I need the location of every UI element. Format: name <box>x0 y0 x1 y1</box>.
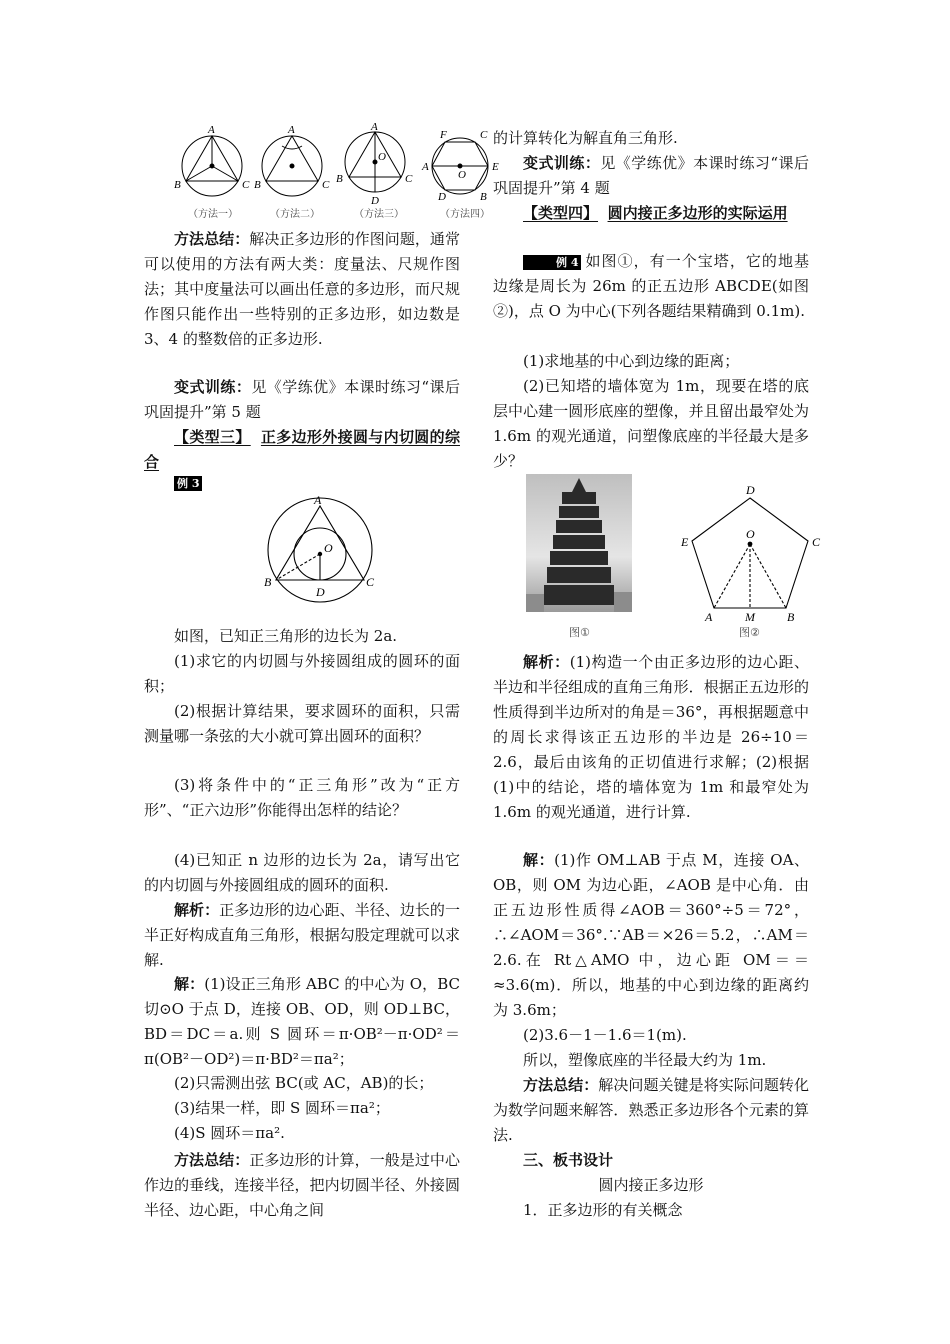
svg-text:C: C <box>405 173 413 185</box>
svg-text:E: E <box>492 161 499 173</box>
svg-text:C: C <box>366 575 375 589</box>
svg-text:D: D <box>746 483 755 497</box>
caption-method-2: （方法二） <box>270 209 320 220</box>
ex4-analysis: 解析：(1)构造一个由正多边形的边心距、半边和半径组成的直角三角形．根据正五边形的性质得到半边所对的角是＝36°，再根据题意中的周长求得该正五边形的半边是 26÷10＝2.6，最后由该角的正切值进行求解；(2)根据(1)中的结论，塔的墙体宽为 1m 和最窄处为 1.6m 的观光通道，进行计算. <box>493 653 809 821</box>
svg-text:D: D <box>438 191 446 203</box>
svg-text:E: E <box>681 535 689 549</box>
ex3-solution-3: (3)结果一样，即 S 圆环＝πa²； <box>174 1099 390 1117</box>
example-3-badge: 例 3 <box>174 470 490 495</box>
ex4-q1: (1)求地基的中心到边缘的距离； <box>523 352 740 370</box>
caption-method-3: （方法三） <box>354 209 404 220</box>
svg-text:C: C <box>322 179 330 191</box>
continued-line: 的计算转化为解直角三角形. <box>493 129 678 147</box>
svg-text:A: A <box>314 493 322 507</box>
method-figure-4 <box>432 138 488 194</box>
fig1-caption: 图① <box>569 626 590 639</box>
ex4-solution-1: 解：(1)作 OM⊥AB 于点 M，连接 OA、OB，则 OM 为边心距，∠AOB 是中心角．由正五边形性质得∠AOB＝360°÷5＝72°，∴∠AOM＝36°.∵AB＝×26＝5.2，∴AM＝2.6.在 Rt△AMO 中，边心距 OM＝＝≈3.6(m)．所以，地基的中心到边缘的距离约为 3.6m； <box>493 851 809 1019</box>
svg-text:C: C <box>480 129 488 141</box>
svg-text:O: O <box>378 151 386 163</box>
svg-text:C: C <box>812 535 821 549</box>
svg-text:O: O <box>746 527 755 541</box>
type3-heading: 【类型三】 正多边形外接圆与内切圆的综合 <box>144 428 460 471</box>
ex3-q4: (4)已知正 n 边形的边长为 2a，请写出它的内切圆与外接圆组成的圆环的面积. <box>144 851 460 894</box>
section-3-heading: 三、板书设计 <box>523 1151 614 1169</box>
ex4-solution-2: (2)3.6－1－1.6＝1(m). <box>523 1026 687 1044</box>
svg-text:O: O <box>324 541 333 555</box>
svg-text:B: B <box>787 610 795 624</box>
ex3-analysis: 解析：正多边形的边心距、半径、边长的一半正好构成直角三角形，根据勾股定理就可以求解. <box>144 901 460 969</box>
caption-method-4: （方法四） <box>440 209 490 220</box>
svg-text:D: D <box>316 585 325 599</box>
ex4-q2: (2)已知塔的墙体宽为 1m，现要在塔的底层中心建一圆形底座的塑像，并且留出最窄处为 1.6m 的观光通道，问塑像底座的半径最大是多少？ <box>493 377 809 470</box>
method-summary-2: 方法总结：正多边形的计算，一般是过中心作边的垂线，连接半径，把内切圆半径、外接圆半径、边心距，中心角之间 <box>144 1151 460 1219</box>
ex3-solution-1: 解：(1)设正三角形 ABC 的中心为 O，BC 切⊙O 于点 D，连接 OB、OD，则 OD⊥BC，BD＝DC＝a.则 S 圆环＝π·OB²－π·OD²＝π(OB²－OD²)＝π·BD²＝πa²； <box>144 975 460 1068</box>
pentagon-figure <box>683 484 823 624</box>
variant-1: 变式训练：见《学练优》本课时练习“课后巩固提升”第 5 题 <box>144 378 460 421</box>
svg-text:B: B <box>336 173 343 185</box>
ex4-intro: 例 4 如图①，有一个宝塔，它的地基边缘是周长为 26m 的正五边形 ABCDE(如图②)，点 O 为中心(下列各题结果精确到 0.1m). <box>493 252 809 320</box>
method-figure-2 <box>262 136 322 196</box>
svg-text:B: B <box>264 575 272 589</box>
ex3-q2: (2)根据计算结果，要求圆环的面积，只需测量哪一条弦的大小就可算出圆环的面积？ <box>144 702 460 745</box>
svg-text:A: A <box>371 121 378 133</box>
variant-2: 变式训练：见《学练优》本课时练习“课后巩固提升”第 4 题 <box>493 154 809 197</box>
svg-text:O: O <box>458 169 466 181</box>
ex3-solution-2: (2)只需测出弦 BC(或 AC，AB)的长； <box>174 1074 434 1092</box>
fig2-caption: 图② <box>739 626 760 639</box>
svg-text:A: A <box>288 124 295 136</box>
example-3-figure <box>260 492 386 612</box>
method-figure-1 <box>182 136 242 196</box>
svg-text:F: F <box>440 129 447 141</box>
caption-method-1: （方法一） <box>188 209 238 220</box>
board-title: 圆内接正多边形 <box>598 1176 704 1194</box>
type4-heading: 【类型四】 圆内接正多边形的实际运用 <box>523 204 788 222</box>
svg-text:A: A <box>705 610 713 624</box>
ex3-q1: (1)求它的内切圆与外接圆组成的圆环的面积； <box>144 652 460 695</box>
pagoda-icon <box>526 474 632 612</box>
svg-text:A: A <box>422 161 429 173</box>
svg-text:A: A <box>208 124 215 136</box>
svg-text:B: B <box>254 179 261 191</box>
ex3-intro: 如图，已知正三角形的边长为 2a. <box>174 627 398 645</box>
svg-text:C: C <box>242 179 250 191</box>
method-figure-3 <box>345 132 405 192</box>
pagoda-photo <box>526 474 632 612</box>
svg-text:B: B <box>480 191 487 203</box>
svg-text:D: D <box>371 195 379 207</box>
ex3-solution-4: (4)S 圆环＝πa². <box>174 1124 285 1142</box>
ex3-q3: (3)将条件中的“正三角形”改为“正方形”、“正六边形”你能得出怎样的结论？ <box>144 776 460 819</box>
method-summary-1: 方法总结：解决正多边形的作图问题，通常可以使用的方法有两大类：度量法、尺规作图法；其中度量法可以画出任意的多边形，而尺规作图只能作出一些特别的正多边形，如边数是 3、4 的整数倍的正多边形. <box>144 230 460 348</box>
method-summary-3: 方法总结：解决问题关键是将实际问题转化为数学问题来解答．熟悉正多边形各个元素的算法. <box>493 1076 809 1144</box>
svg-text:M: M <box>745 610 755 624</box>
board-item-1: 1．正多边形的有关概念 <box>523 1201 683 1219</box>
svg-text:B: B <box>174 179 181 191</box>
ex4-solution-3: 所以，塑像底座的半径最大约为 1m. <box>523 1051 767 1069</box>
